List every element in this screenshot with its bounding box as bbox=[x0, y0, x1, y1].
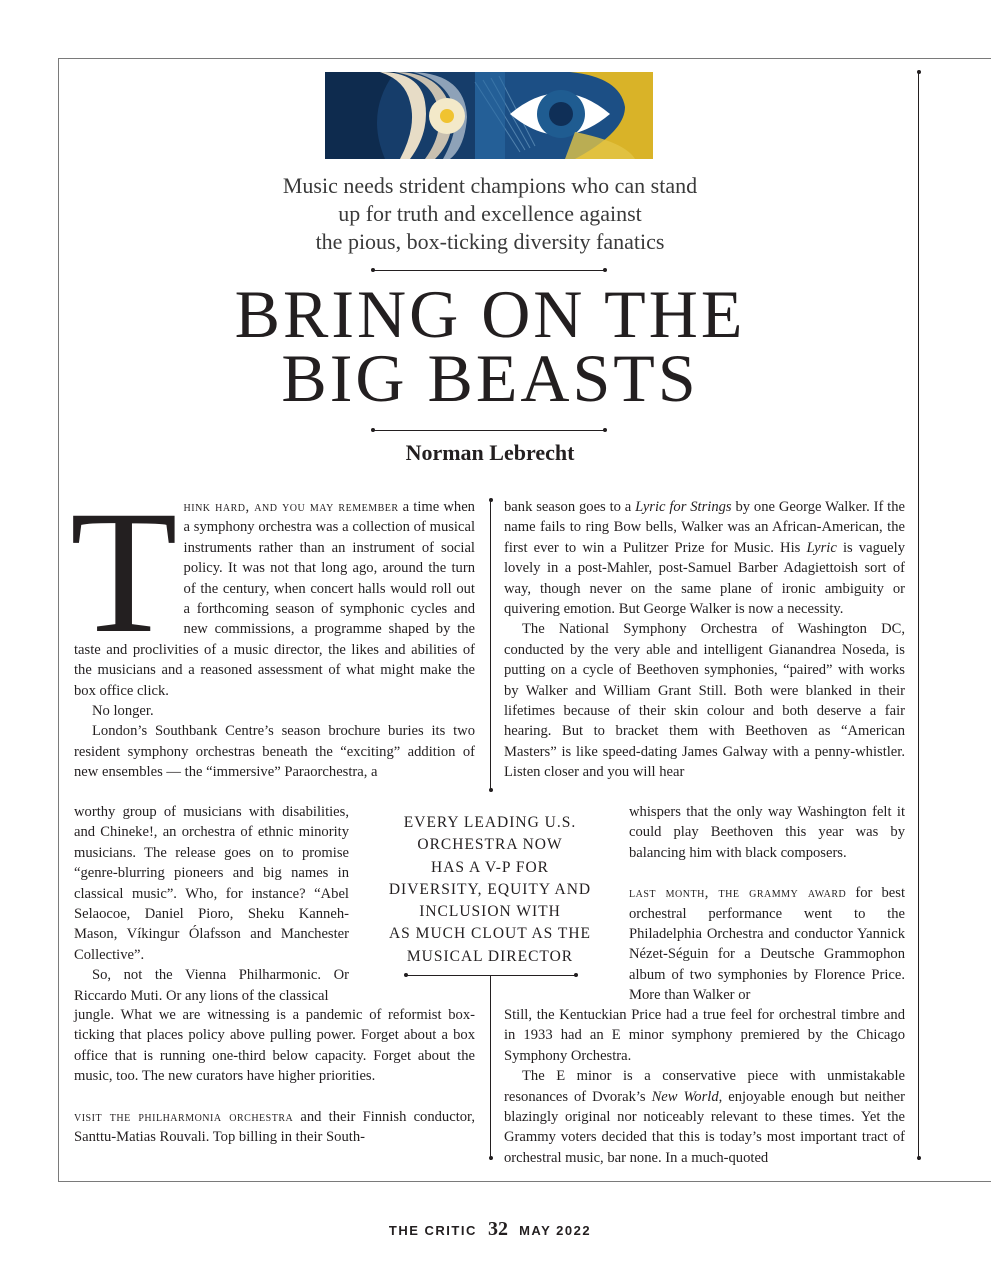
article-column-left-wrap bbox=[74, 802, 349, 1006]
article-column-right-wrap bbox=[629, 802, 905, 1006]
paragraph bbox=[70, 475, 475, 701]
paragraph: The E minor is a conservative piece with unmistakable resonances of Dvorak’s New World, enjoyable enough but neither blazingly original nor noticeably relevant to these times. Yet the Grammy voters decided that this is today’s most important tract of orchestral music, bar none. In a much-quoted bbox=[504, 1068, 905, 1166]
headline bbox=[140, 276, 840, 416]
pull-quote bbox=[370, 812, 610, 968]
paragraph: jungle. What we are witnessing is a pandemic of reformist box-ticking that places policy above pulling power. Forget about a box office that is running one-third below capacity. Forget about the music, too. The new curators have higher priorities. bbox=[74, 1007, 475, 1085]
hero-illustration-eye-and-ear bbox=[325, 72, 653, 159]
lead-in: hink hard, and you may remember bbox=[183, 499, 399, 515]
rule-end-dot bbox=[489, 788, 493, 792]
pull-quote-line: HAS A V-P FOR bbox=[431, 858, 549, 876]
rule-end-dot bbox=[489, 498, 493, 502]
headline-rule-top bbox=[373, 270, 605, 271]
column-rule-lower bbox=[490, 1015, 491, 1160]
rule-end-dot bbox=[603, 428, 607, 432]
publication-name: THE CRITIC bbox=[388, 1223, 477, 1238]
standfirst-line: the pious, box-ticking diversity fanatics bbox=[315, 229, 665, 254]
page-number: 32 bbox=[487, 1218, 508, 1240]
rule-end-dot bbox=[574, 973, 578, 977]
paragraph: last month, the grammy award for best orchestral performance went to the Philadelphia Orchestra and conductor Yannick Nézet-Séguin for a Deutsche Grammophon album of two symphonies by Florence Price. More than Walker or bbox=[629, 885, 906, 1004]
lead-in: last month, the grammy award bbox=[629, 885, 847, 902]
paragraph: No longer. bbox=[92, 703, 154, 720]
right-margin-rule bbox=[918, 72, 919, 1160]
issue-date: MAY 2022 bbox=[519, 1223, 592, 1238]
page-footer bbox=[300, 1218, 680, 1241]
standfirst bbox=[180, 172, 800, 256]
lead-in: visit the philharmonia orchestra bbox=[74, 1108, 294, 1125]
article-column-left-lower bbox=[74, 1005, 475, 1147]
rule-end-dot bbox=[371, 268, 375, 272]
pull-quote-line: INCLUSION WITH bbox=[419, 903, 561, 921]
rule-end-dot bbox=[917, 1156, 921, 1160]
page-frame-top bbox=[58, 58, 991, 59]
standfirst-line: Music needs strident champions who can stand bbox=[282, 173, 698, 198]
page-frame-bottom bbox=[58, 1181, 991, 1182]
rule-end-dot bbox=[603, 268, 607, 272]
rule-end-dot bbox=[371, 428, 375, 432]
paragraph: So, not the Vienna Philharmonic. Or Riccardo Muti. Or any lions of the classical bbox=[74, 967, 349, 1004]
rule-end-dot bbox=[404, 973, 408, 977]
headline-line: BRING ON THE bbox=[234, 276, 746, 352]
page-frame-left bbox=[58, 58, 59, 1181]
pull-quote-stem bbox=[490, 975, 491, 1015]
pull-quote-rule bbox=[406, 975, 576, 976]
pull-quote-line: DIVERSITY, EQUITY AND bbox=[388, 880, 592, 898]
paragraph: Still, the Kentuckian Price had a true feel for orchestral timbre and in 1933 had an E minor symphony premiered by the Chicago Symphony Orchestra. bbox=[504, 1007, 905, 1064]
article-column-right bbox=[504, 497, 905, 783]
column-rule-upper bbox=[490, 500, 491, 790]
drop-cap: T bbox=[70, 475, 178, 670]
paragraph: The National Symphony Orchestra of Washington DC, conducted by the very able and intelligent Gianandrea Noseda, is putting on a cycle of Beethoven symphonies, “paired” with works by Walker and William Grant Still. Both were blanked in their lifetimes because of their skin colour and both deserve a fair hearing. But to bracket them with Beethoven as “American Masters” is like speed-dating James Galway with a penny-whistler. Listen closer and you will hear bbox=[504, 621, 905, 781]
article-column-left bbox=[70, 475, 475, 783]
standfirst-line: up for truth and excellence against bbox=[338, 201, 642, 226]
paragraph: whispers that the only way Washington felt it could play Beethoven this year was by balancing him with black composers. bbox=[629, 804, 905, 861]
headline-line: BIG BEASTS bbox=[281, 340, 699, 416]
pull-quote-line: EVERY LEADING U.S. bbox=[403, 814, 577, 831]
paragraph: London’s Southbank Centre’s season brochure buries its two resident symphony orchestras beneath the “exciting” addition of new ensembles — the “immersive” Paraorchestra, a bbox=[74, 723, 475, 781]
byline: Norman Lebrecht bbox=[405, 440, 575, 465]
headline-rule-bottom bbox=[373, 430, 605, 431]
paragraph-text: a time when a symphony orchestra was a collection of musical instruments rather than an instrument of social policy. It was not that long ago, around the turn of the century, when concert halls would roll out a forthcoming season of symphonic cycles and new commissions, a programme shaped by the taste and proclivities of a music director, the likes and abilities of the musicians and a reasoned assessment of what might make the box office click. bbox=[74, 499, 475, 699]
paragraph bbox=[74, 1107, 475, 1148]
paragraph-text: and their Finnish conductor, Santtu-Matias Rouvali. Top billing in their South- bbox=[74, 1108, 475, 1146]
pull-quote-line: ORCHESTRA NOW bbox=[417, 836, 563, 854]
paragraph: worthy group of musicians with disabilities, and Chineke!, an orchestra of ethnic minority musicians. The release goes on to promise “genre-blurring pioneers and big names in classical music”. Who, for instance? “Abel Selaocoe, Daniel Pioro, Sheku Kanneh-Mason, Víkingur Ólafsson and Manchester Collective”. bbox=[74, 804, 349, 963]
paragraph: bank season goes to a Lyric for Strings by one George Walker. If the name fails to ring Bow bells, Walker was an African-American, the first ever to win a Pulitzer Prize for Music. His Lyric is vaguely lovely in a post-Mahler, post-Samuel Barber Adagiettoish sort of way, though never on the same plane of ironic ambiguity or quivering emotion. But George Walker is now a necessity. bbox=[504, 499, 906, 618]
pull-quote-line: MUSICAL DIRECTOR bbox=[406, 947, 574, 965]
rule-end-dot bbox=[917, 70, 921, 74]
article-column-right-lower bbox=[504, 1005, 905, 1168]
pull-quote-line: AS MUCH CLOUT AS THE bbox=[388, 925, 591, 943]
rule-end-dot bbox=[489, 1156, 493, 1160]
